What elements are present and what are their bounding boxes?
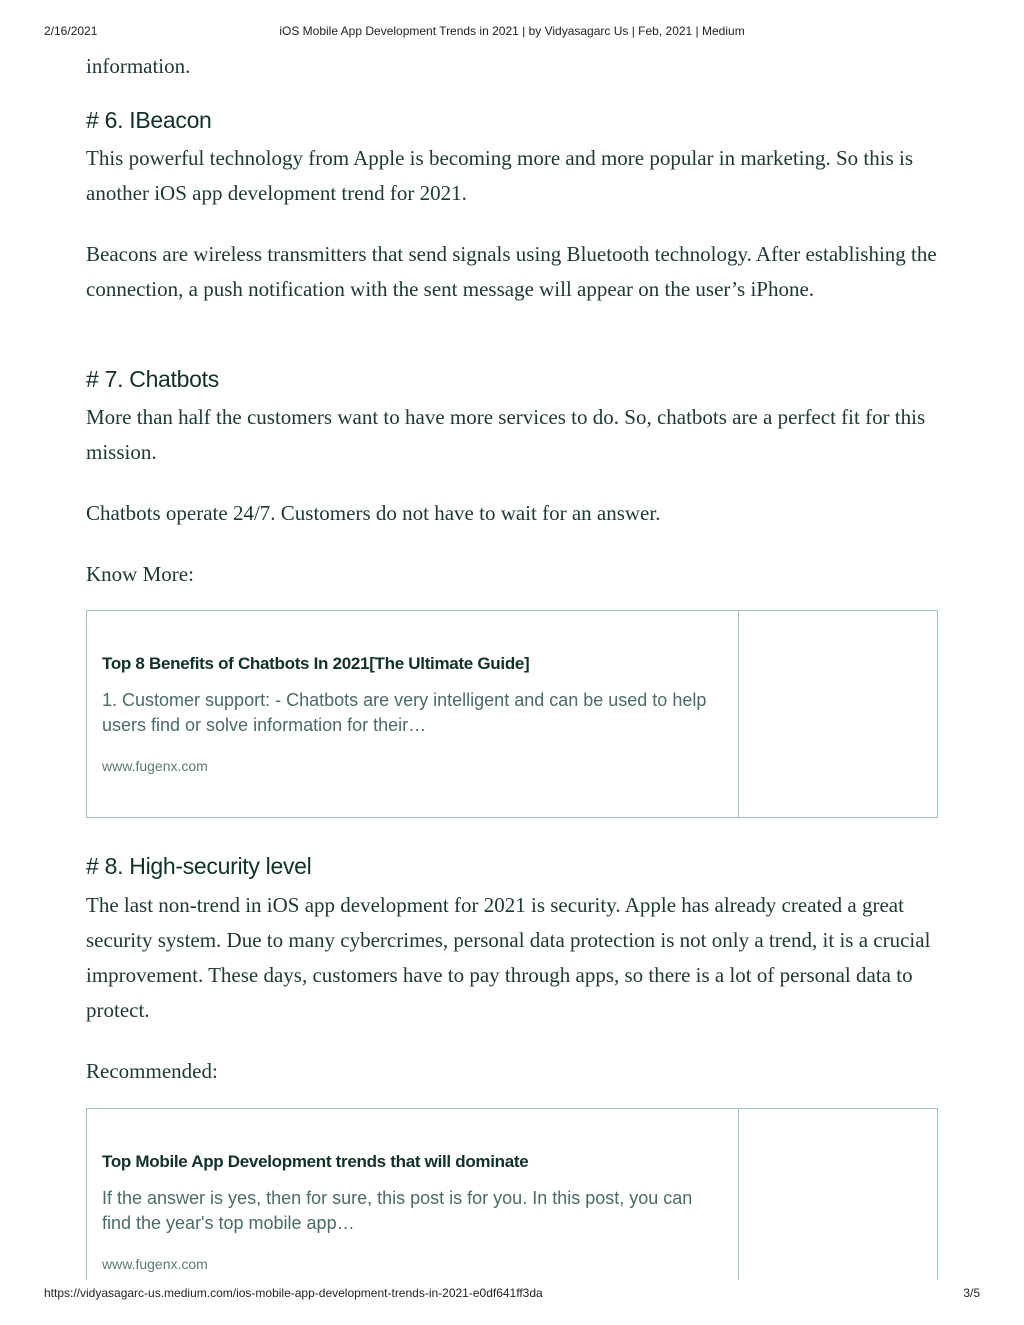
- card-site: www.fugenx.com: [102, 1256, 208, 1272]
- intro-tail-text: information.: [86, 54, 191, 78]
- section-7-heading: # 7. Chatbots: [86, 366, 219, 392]
- card-title[interactable]: Top Mobile App Development trends that will dominate: [102, 1152, 529, 1171]
- card-thumbnail[interactable]: [737, 611, 937, 817]
- card-text-area[interactable]: [87, 611, 739, 817]
- card-title[interactable]: Top 8 Benefits of Chatbots In 2021[The Ultimate Guide]: [102, 654, 530, 673]
- print-header: [0, 24, 1024, 40]
- section-7-paragraph-2: Chatbots operate 24/7. Customers do not have to wait for an answer.: [86, 501, 661, 525]
- section-6-heading: # 6. IBeacon: [86, 107, 212, 133]
- know-more-label: Know More:: [86, 562, 194, 586]
- section-6-paragraph-1: This powerful technology from Apple is becoming more and more popular in marketing. So this is another iOS app development trend for 2021.: [86, 146, 914, 205]
- section-6-paragraph-2: Beacons are wireless transmitters that send signals using Bluetooth technology. After establishing the connection, a push notification with the sent message will appear on the user’s iPhone.: [86, 242, 937, 301]
- print-title: iOS Mobile App Development Trends in 2021 | by Vidyasagarc Us | Feb, 2021 | Medium: [279, 24, 745, 38]
- card-description: 1. Customer support: - Chatbots are very intelligent and can be used to help users find or solve information for their…: [102, 690, 707, 735]
- section-8-paragraph-1: The last non-trend in iOS app development for 2021 is security. Apple has already created a great security system. Due to many cybercrimes, personal data protection is not only a trend, it is a crucial improvement. These days, customers have to pay through apps, so there is a lot of personal data to protect.: [86, 893, 931, 1022]
- card-text-area[interactable]: [87, 1109, 739, 1280]
- section-8-heading: # 8. High-security level: [86, 853, 312, 879]
- print-url: https://vidyasagarc-us.medium.com/ios-mobile-app-development-trends-in-2021-e0df641ff3da: [44, 1286, 543, 1300]
- section-7-paragraph-1: More than half the customers want to have more services to do. So, chatbots are a perfect fit for this mission.: [86, 405, 926, 464]
- print-date: 2/16/2021: [44, 24, 98, 38]
- card-thumbnail[interactable]: [737, 1109, 937, 1280]
- link-preview-card-chatbots[interactable]: [86, 610, 938, 818]
- card-site: www.fugenx.com: [102, 758, 208, 774]
- link-preview-card-trends[interactable]: [86, 1108, 938, 1280]
- card-description: If the answer is yes, then for sure, this post is for you. In this post, you can find the year's top mobile app…: [102, 1188, 693, 1233]
- page-number: 3/5: [963, 1286, 980, 1300]
- print-footer: [0, 1286, 1024, 1302]
- recommended-label: Recommended:: [86, 1059, 218, 1083]
